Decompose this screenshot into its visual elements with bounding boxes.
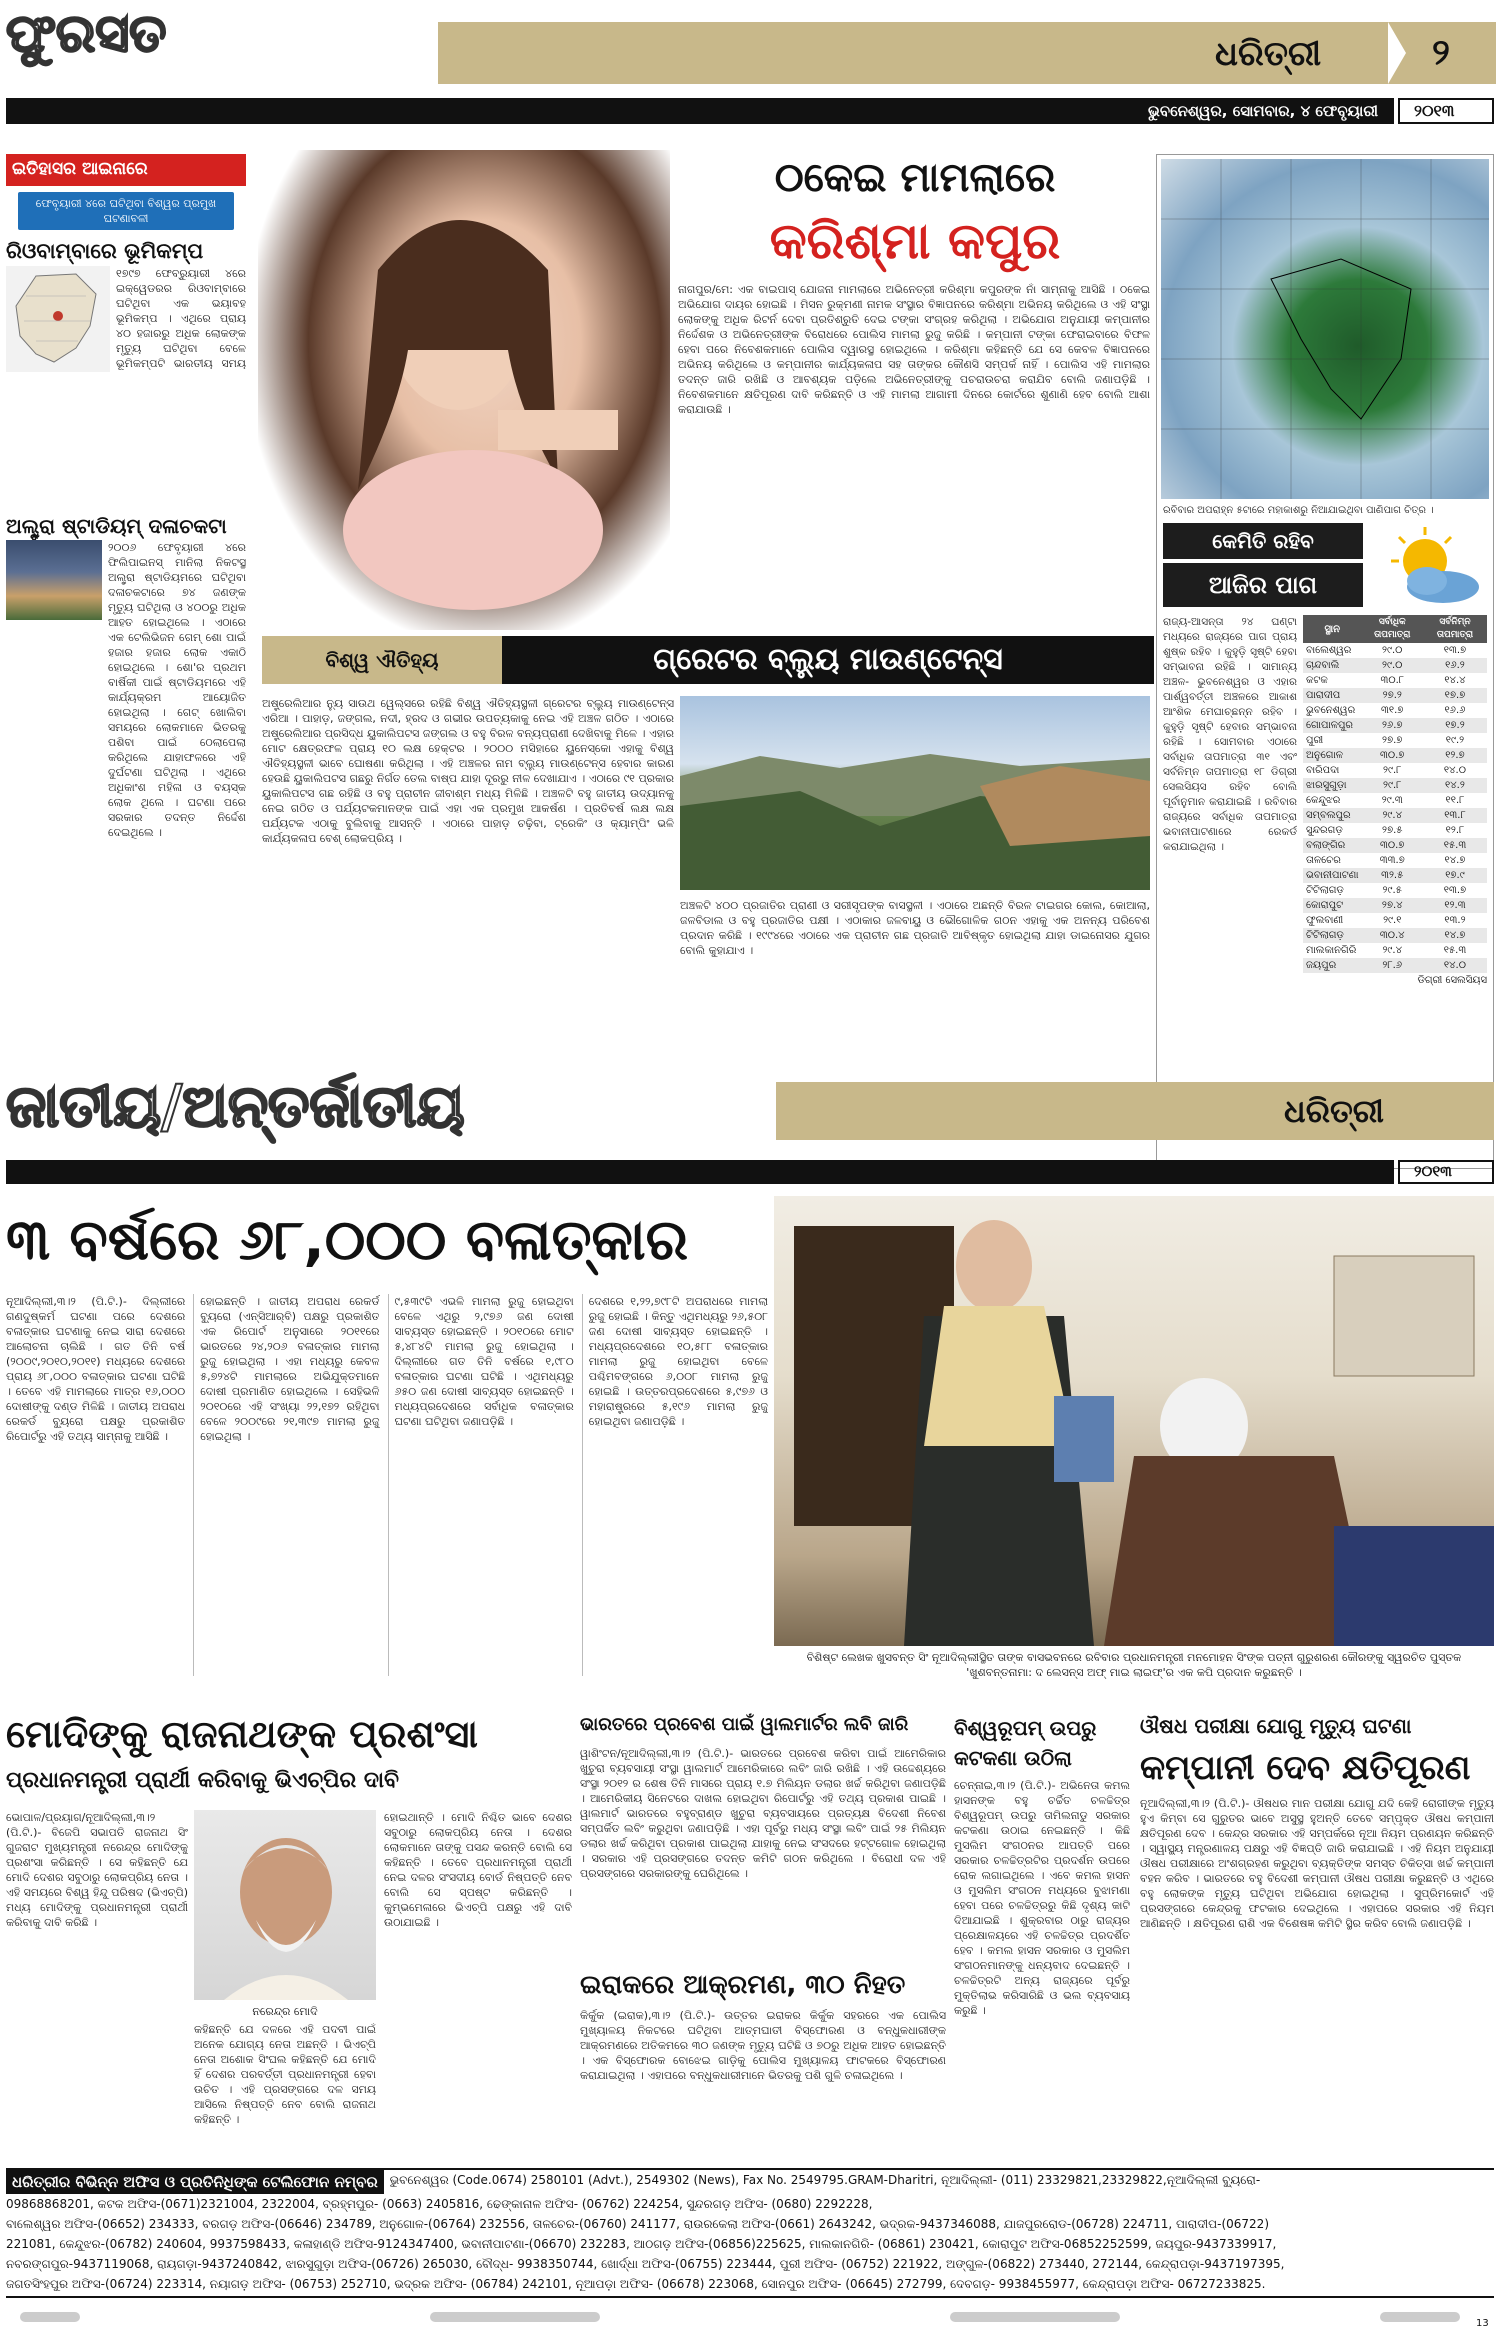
weather-cell-max: ୩୩.୭ [1379, 855, 1405, 866]
modi-text-1: ଭୋପାଳ/ପ୍ରୟାଗ/ନୂଆଦିଲ୍ଲୀ,୩।୨ (ପି.ଟି.)- ବିଜେପି ସଭାପତି ରାଜନାଥ ସିଂ ଗୁଜରାଟ ମୁଖ୍ୟମନ୍ତ୍ରୀ ନରେନ୍ଦ୍ର ମୋଦିଙ୍କୁ ପ୍ରଶଂସା କରିଛନ୍ତି । ସେ କହିଛନ୍ତି ଯେ ମୋଦି ଦେଶର ସବୁଠାରୁ ଲୋକପ୍ରିୟ ନେତା । ଏହି ସମୟରେ ବିଶ୍ୱ ହିନ୍ଦୁ ପରିଷଦ (ଭିଏଚ୍‌ପି) ମଧ୍ୟ ମୋଦିଙ୍କୁ ପ୍ରଧାନମନ୍ତ୍ରୀ ପ୍ରାର୍ଥୀ କରିବାକୁ ଦାବି କରିଛି । [6, 1811, 188, 1929]
weather-cell-place: ଭୁବନେଶ୍ୱର [1306, 705, 1356, 716]
weather-caption: ରବିବାର ଅପରାହ୍ନ ୫ଟାରେ ମହାକାଶରୁ ନିଆଯାଇଥିବା ପାଣିପାଗ ଚିତ୍ର । [1163, 505, 1434, 516]
weather-cell-min: ୧୩.୨ [1444, 915, 1466, 926]
heritage-text-2: ଅଞ୍ଚଳଟି ୪୦୦ ପ୍ରଜାତିର ପ୍ରାଣୀ ଓ ସରୀସୃପଙ୍କ ବାସସ୍ଥଳୀ । ଏଠାରେ ଅଛନ୍ତି ବିରଳ ଟାଇଗର କୋଲ, କୋଆଲା, ଜଳବିଡାଲ ଓ ବହୁ ପ୍ରଜାତିର ପକ୍ଷୀ । ଏଠାକାର ଜଳବାୟୁ ଓ ଭୌଗୋଳିକ ଗଠନ ଏହାକୁ ଏକ ଅନନ୍ୟ ପରିବେଶ ପ୍ରଦାନ କରିଛି । ୧୯୯୪ରେ ଏଠାରେ ଏକ ପ୍ରାଚୀନ ଗଛ ପ୍ରଜାତି ଆବିଷ୍କୃତ ହୋଇଥିଲା ଯାହା ଡାଇନୋସର ଯୁଗର ବୋଲି କୁହାଯାଏ । [680, 899, 1150, 957]
weather-cell-place: ଫୁଲବାଣୀ [1306, 915, 1344, 926]
weather-cell-max: ୩୧.୭ [1381, 705, 1404, 716]
weather-cell-min: ୧୩.୮ [1423, 808, 1487, 823]
weather-cell-max: ୨୭.୭ [1382, 735, 1403, 746]
weather-cell-min: ୧୨.୭ [1423, 748, 1487, 763]
history-item2-text: ୨୦୦୬ ଫେବୃୟାରୀ ୪ରେ ଫିଲିପାଇନସ୍ ମାନିଲା ନିକଟସ୍ଥ ଅଲ୍ଟ୍ରା ଷ୍ଟାଡିୟମରେ ଘଟିଥିବା ଦଳାଚକଟାରେ ୭୪ ଜଣଙ୍କ ମୃତ୍ୟୁ ଘଟିଥିଲା ଓ ୪୦୦ରୁ ଅଧିକ ଆହତ ହୋଇଥିଲେ । ଏଠାରେ ଏକ ଟେଲିଭିଜନ ଗେମ୍ ଶୋ ପାଇଁ ହଜାର ହଜାର ଲୋକ ଏକାଠି ହୋଇଥିଲେ । ଶୋ'ର ପ୍ରଥମ ବାର୍ଷିକୀ ପାଇଁ ଷ୍ଟାଡିୟମରେ ଏହି କାର୍ଯ୍ୟକ୍ରମ ଆୟୋଜିତ ହୋଇଥିଲା । ଗେଟ୍ ଖୋଲିବା ସମୟରେ ଲୋକମାନେ ଭିତରକୁ ପଶିବା ପାଇଁ ଠେଲାପେଲା କରିଥିଲେ ଯାହାଫଳରେ ଏହି ଦୁର୍ଘଟଣା ଘଟିଥିଲା । ଏଥିରେ ଅଧିକାଂଶ ମହିଳା ଓ ବୟସ୍କ ଲୋକ ଥିଲେ । ଘଟଣା ପରେ ସରକାର ତଦନ୍ତ ନିର୍ଦ୍ଦେଶ ଦେଇଥିଲେ । [108, 541, 246, 839]
cuttack-text: ଚେନ୍ନାଇ,୩।୨ (ପି.ଟି.)- ଅଭିନେତା କମଲ ହାସନଙ୍କ ବହୁ ଚର୍ଚ୍ଚିତ ଚଳଚ୍ଚିତ୍ର ବିଶ୍ୱରୂପମ୍ ଉପରୁ ତାମିଲନାଡୁ ସରକାର କଟକଣା ଉଠାଇ ନେଇଛନ୍ତି । କିଛି ମୁସଲିମ ସଂଗଠନର ଆପତ୍ତି ପରେ ସରକାର ଚଳଚ୍ଚିତ୍ରଟିର ପ୍ରଦର୍ଶନ ଉପରେ ରୋକ ଲଗାଇଥିଲେ । ଏବେ କମଲ ହାସନ ଓ ମୁସଲିମ ସଂଗଠନ ମଧ୍ୟରେ ବୁଝାମଣା ହେବା ପରେ ଚଳଚ୍ଚିତ୍ରରୁ କିଛି ଦୃଶ୍ୟ କାଟି ଦିଆଯାଇଛି । ଶୁକ୍ରବାର ଠାରୁ ରାଜ୍ୟର ପ୍ରେକ୍ଷାଳୟରେ ଏହି ଚଳଚ୍ଚିତ୍ର ପ୍ରଦର୍ଶିତ ହେବ । କମଲ ହାସନ ସରକାର ଓ ମୁସଲିମ ସଂଗଠନମାନଙ୍କୁ ଧନ୍ୟବାଦ ଦେଇଛନ୍ତି । ଚଳଚ୍ଚିତ୍ରଟି ଅନ୍ୟ ରାଜ୍ୟରେ ପୂର୍ବରୁ ମୁକ୍ତିଲାଭ କରିସାରିଛି ଓ ଭଲ ବ୍ୟବସାୟ କରୁଛି । [954, 1779, 1130, 2017]
weather-cell-max: ୨୯.୪ [1362, 808, 1423, 823]
satellite-image [1161, 159, 1489, 499]
weather-cell-min: ୧୪.୦ [1443, 765, 1466, 776]
history-header: ଇତିହାସର ଆଇନାରେ [6, 154, 246, 186]
weather-row [1303, 733, 1487, 748]
weather-row [1303, 763, 1487, 778]
photo-scene [774, 1196, 1494, 1646]
page1-masthead [6, 4, 306, 66]
dateline: ଭୁବନେଶ୍ୱର, ସୋମବାର, ୪ ଫେବୃୟାରୀ [1148, 102, 1378, 120]
history-column [6, 154, 246, 1054]
weather-row [1303, 838, 1487, 853]
weather-cell-place: ଟିଟିଲାଗଡ଼ [1303, 928, 1362, 943]
weather-row [1303, 658, 1487, 673]
weather-cell-place: ବାଲେଶ୍ୱର [1306, 645, 1352, 656]
page1-brand: ଧରିତ୍ରୀ [1215, 34, 1322, 74]
weather-row [1303, 898, 1487, 913]
weather-summary: ରାଜ୍ୟ-ଆସନ୍ତା ୨୪ ଘଣ୍ଟା ମଧ୍ୟରେ ରାଜ୍ୟରେ ପାଗ ପ୍ରାୟ ଶୁଷ୍କ ରହିବ । କୁହୁଡ଼ି ସୃଷ୍ଟି ହେବା ସମ୍ଭାବନା ରହିଛି । ସାମାନ୍ୟ ଅଞ୍ଚଳ- ଭୁବନେଶ୍ୱର ଓ ଏହାର ପାର୍ଶ୍ୱବର୍ତ୍ତୀ ଅଞ୍ଚଳରେ ଆକାଶ ଆଂଶିକ ମେଘାଚ୍ଛନ୍ନ ରହିବ । କୁହୁଡ଼ି ସୃଷ୍ଟି ହେବାର ସମ୍ଭାବନା ରହିଛି । ସୋମବାର ଏଠାରେ ସର୍ବାଧିକ ତାପମାତ୍ରା ୩୧ ଏବଂ ସର୍ବନିମ୍ନ ତାପମାତ୍ରା ୧୮ ଡିଗ୍ରୀ ସେଲସିୟସ ରହିବ ବୋଲି ପୂର୍ବାନୁମାନ କରାଯାଇଛି । ରବିବାର ରାଜ୍ୟରେ ସର୍ବାଧିକ ତାପମାତ୍ରା ଭବାନୀପାଟଣାରେ ରେକର୍ଡ କରାଯାଇଥିଲା । [1163, 616, 1297, 853]
heritage-photo [680, 696, 1150, 890]
page2-brand: ଧରିତ୍ରୀ [1284, 1092, 1384, 1130]
portrait-illustration [258, 150, 670, 630]
weather-cell-place: ସୁନ୍ଦରଗଡ଼ [1306, 825, 1343, 836]
page1-year-box [1398, 98, 1494, 124]
weather-panel [1156, 154, 1494, 1169]
weather-row [1303, 958, 1487, 973]
cuttack-headline-1: ବିଶ୍ୱରୂପମ୍ ଉପରୁ [954, 1716, 1097, 1740]
weather-cell-place: ଗୋପାଳପୁର [1303, 718, 1362, 733]
heritage-text: ଅଷ୍ଟ୍ରେଲିଆର ନ୍ୟୁ ସାଉଥ ୱେଲ୍ସରେ ରହିଛି ବିଶ୍ୱ ଐତିହ୍ୟସ୍ଥଳୀ ଗ୍ରେଟର ବ୍ଲ୍ୟୁ ମାଉଣ୍ଟେନ୍ସ ଏରିଆ । ପାହାଡ଼, ଜଙ୍ଗଲ, ନଦୀ, ହ୍ରଦ ଓ ଗଭୀର ଉପତ୍ୟକାକୁ ନେଇ ଏହି ଅଞ୍ଚଳ ଗଠିତ । ଏଠାରେ ଅଷ୍ଟ୍ରେଲିଆର ପ୍ରସିଦ୍ଧ ୟୁକାଲିପଟସ ଜଙ୍ଗଲ ଓ ବହୁ ବିରଳ ବନ୍ୟପ୍ରାଣୀ ଦେଖିବାକୁ ମିଳେ । ଏହାର ମୋଟ କ୍ଷେତ୍ରଫଳ ପ୍ରାୟ ୧୦ ଲକ୍ଷ ହେକ୍ଟର । ୨୦୦୦ ମସିହାରେ ୟୁନେସ୍କୋ ଏହାକୁ ବିଶ୍ୱ ଐତିହ୍ୟସ୍ଥଳୀ ଭାବେ ଘୋଷଣା କରିଥିଲା । ଏହି ଅଞ୍ଚଳର ନାମ ବ୍ଲ୍ୟୁ ମାଉଣ୍ଟେନ୍ସ ହେବାର କାରଣ ହେଉଛି ୟୁକାଲିପଟସ ଗଛରୁ ନିର୍ଗତ ତେଲ ବାଷ୍ପ ଯାହା ଦୂରରୁ ନୀଳ ଦେଖାଯାଏ । ଏଠାରେ ୯୧ ପ୍ରକାର ୟୁକାଲିପଟସ ଗଛ ରହିଛି ଓ ବହୁ ପ୍ରାଚୀନ ଜୀବାଶ୍ମ ମଧ୍ୟ ମିଳିଛି । ଅଞ୍ଚଳଟି ବହୁ ଜାତୀୟ ଉଦ୍ୟାନକୁ ନେଇ ଗଠିତ ଓ ପର୍ଯ୍ୟଟକମାନଙ୍କ ପାଇଁ ଏହା ଏକ ପ୍ରମୁଖ ଆକର୍ଷଣ । ପ୍ରତିବର୍ଷ ଲକ୍ଷ ଲକ୍ଷ ପର୍ଯ୍ୟଟକ ଏଠାକୁ ବୁଲିବାକୁ ଆସନ୍ତି । ଏଠାରେ ପାହାଡ଼ ଚଢ଼ିବା, ଟ୍ରେକିଂ ଓ କ୍ୟାମ୍ପିଂ ଭଳି କାର୍ଯ୍ୟକଳାପ ବେଶ୍ ଲୋକପ୍ରିୟ । [262, 697, 674, 845]
weather-row [1303, 928, 1487, 943]
year: ୨୦୧୩ [1414, 101, 1455, 120]
weather-cell-place: କୋରାପୁଟ [1303, 898, 1362, 913]
weather-cell-place: କଟକ [1306, 675, 1328, 686]
history-item2-title: ଅଲ୍ଟ୍ରା ଷ୍ଟାଡିୟମ୍ ଦଳାଚକଟା [6, 514, 227, 538]
page2-black-bar [6, 1160, 1394, 1184]
weather-row [1303, 778, 1487, 793]
weather-cell-min: ୧୩.୭ [1443, 885, 1467, 896]
mountain-landscape [680, 696, 1150, 890]
page-number: ୨ [1432, 32, 1450, 73]
company-text: ନୂଆଦିଲ୍ଲୀ,୩।୨ (ପି.ଟି.)- ଔଷଧର ମାନ ପରୀକ୍ଷା ଯୋଗୁ ଯଦି କେହି ରୋଗୀଙ୍କ ମୃତ୍ୟୁ ହୁଏ କିମ୍ବା ସେ ଗୁରୁତର ଭାବେ ଅସୁସ୍ଥ ହୁଅନ୍ତି ତେବେ ସମ୍ପୃକ୍ତ ଔଷଧ କମ୍ପାନୀ କ୍ଷତିପୂରଣ ଦେବ । କେନ୍ଦ୍ର ସରକାର ଏହି ସମ୍ପର୍କରେ ନୂଆ ନିୟମ ପ୍ରଣୟନ କରିଛନ୍ତି । ସ୍ୱାସ୍ଥ୍ୟ ମନ୍ତ୍ରଣାଳୟ ପକ୍ଷରୁ ଏହି ବିଜ୍ଞପ୍ତି ଜାରି କରାଯାଇଛି । ଏହି ନିୟମ ଅନୁଯାୟୀ ଔଷଧ ପରୀକ୍ଷାରେ ଅଂଶଗ୍ରହଣ କରୁଥିବା ବ୍ୟକ୍ତିଙ୍କ ସମସ୍ତ ଚିକିତ୍ସା ଖର୍ଚ୍ଚ କମ୍ପାନୀ ବହନ କରିବ । ଭାରତରେ ବହୁ ବିଦେଶୀ କମ୍ପାନୀ ଔଷଧ ପରୀକ୍ଷା କରୁଛନ୍ତି ଓ ଏଥିରେ ବହୁ ଲୋକଙ୍କ ମୃତ୍ୟୁ ଘଟିଥିବା ଅଭିଯୋଗ ହୋଇଥିଲା । ସୁପ୍ରିମକୋର୍ଟ ଏହି ପ୍ରସଙ୍ଗରେ କେନ୍ଦ୍ରକୁ ଫଟକାର ଦେଇଥିଲେ । ଏହାପରେ ସରକାର ଏହି ନିୟମ ଆଣିଛନ୍ତି । କ୍ଷତିପୂରଣ ରାଶି ଏକ ବିଶେଷଜ୍ଞ କମିଟି ସ୍ଥିର କରିବ ବୋଲି ଜଣାପଡ଼ିଛି । [1140, 1797, 1494, 1930]
weather-cell-min: ୧୭.୨ [1423, 718, 1487, 733]
weather-title-1: କେମିତି ରହିବ [1163, 523, 1363, 559]
col-place: ସ୍ଥାନ [1303, 615, 1362, 643]
modi-headline: ମୋଦିଙ୍କୁ ରାଜନାଥଙ୍କ ପ୍ରଶଂସା [6, 1712, 478, 1756]
rape-col-4: ଦେଶରେ ୧,୨୨,୭୯୮ଟି ଅପରାଧରେ ମାମଲା ରୁଜୁ ହୋଇଛି । କିନ୍ତୁ ଏଥିମଧ୍ୟରୁ ୨୬,୫୦୮ ଜଣ ଦୋଷୀ ସାବ୍ୟସ୍ତ ହୋଇଛନ୍ତି । ମଧ୍ୟପ୍ରଦେଶରେ ୧୦,୫୮୮ ବଳାତ୍କାର ମାମଲା ରୁଜୁ ହୋଇଥିବା ବେଳେ ପଶ୍ଚିମବଙ୍ଗରେ ୬,୦୦୮ ମାମଲା ରୁଜୁ ହୋଇଛି । ଉତ୍ତରପ୍ରଦେଶରେ ୫,୯୭୬ ଓ ମହାରାଷ୍ଟ୍ରରେ ୫,୧୯୬ ମାମଲା ରୁଜୁ ହୋଇଥିବା ଜଣାପଡ଼ିଛି । [582, 1294, 768, 1676]
contact-line-1: ଭୁବନେଶ୍ୱର (Code.0674) 2580101 (Advt.), 2549302 (News), Fax No. 2549795.GRAM-Dharitri, ନୂଆଦିଲ୍ଲୀ- (011) 23329821,23329822,ନୂଆଦିଲ୍ଲୀ ବ୍ୟୁରୋ- [389, 2173, 1261, 2187]
weather-cell-min: ୧୧.୮ [1445, 795, 1465, 806]
weather-cell-max: ୨୯.୪ [1382, 945, 1402, 956]
weather-cell-min: ୧୨.୩ [1423, 898, 1487, 913]
karisma-headline-1: ୦କେଇ ମାମଲାରେ [774, 155, 1056, 201]
page2-masthead: ଜାତୀୟ/ଅନ୍ତର୍ଜାତୀୟ [6, 1072, 465, 1140]
weather-cell-min: ୧୯.୨ [1445, 735, 1465, 746]
page2-year-box [1398, 1160, 1494, 1184]
weather-row [1303, 853, 1487, 868]
weather-row [1303, 808, 1487, 823]
weather-cell-max: ୩୦.୭ [1362, 838, 1423, 853]
modi-text-3: ହୋଇଥାନ୍ତି । ମୋଦି ନିଶ୍ଚିତ ଭାବେ ଦେଶର ସବୁଠାରୁ ଲୋକପ୍ରିୟ ନେତା । ଦେଶର ଲୋକମାନେ ତାଙ୍କୁ ପସନ୍ଦ କରନ୍ତି ବୋଲି ସେ କହିଛନ୍ତି । ତେବେ ପ୍ରଧାନମନ୍ତ୍ରୀ ପ୍ରାର୍ଥୀ ନେଇ ଦଳର ସଂସଦୀୟ ବୋର୍ଡ ନିଷ୍ପତ୍ତି ନେବ ବୋଲି ସେ ସ୍ପଷ୍ଟ କରିଛନ୍ତି । କୁମ୍ଭମେଳାରେ ଭିଏଚ୍‌ପି ପକ୍ଷରୁ ଏହି ଦାବି ଉଠାଯାଇଛି । [384, 1811, 572, 1929]
walmart-text: ୱାଶିଂଟନ/ନୂଆଦିଲ୍ଲୀ,୩।୨ (ପି.ଟି.)- ଭାରତରେ ପ୍ରବେଶ କରିବା ପାଇଁ ଆମେରିକାର ଖୁଚୁରା ବ୍ୟବସାୟୀ ସଂସ୍ଥା ୱାଲମାର୍ଟ ଆମେରିକାରେ ଲବିଂ ଜାରି ରଖିଛି । ଏହି ଉଦ୍ଦେଶ୍ୟରେ ସଂସ୍ଥା ୨୦୧୨ ର ଶେଷ ତିନି ମାସରେ ପ୍ରାୟ ୧.୭ ମିଲିୟନ ଡଲାର ଖର୍ଚ୍ଚ କରିଥିବା ଜଣାପଡ଼ିଛି । ଆମେରିକୀୟ ସିନେଟରେ ଦାଖଲ ହୋଇଥିବା ରିପୋର୍ଟରୁ ଏହି ତଥ୍ୟ ପ୍ରକାଶ ପାଇଛି । ୱାଲମାର୍ଟ ଭାରତରେ ବହୁବ୍ରାଣ୍ଡ ଖୁଚୁରା ବ୍ୟବସାୟରେ ପ୍ରତ୍ୟକ୍ଷ ବିଦେଶୀ ନିବେଶ ସମ୍ପର୍କିତ ଲବିଂ କରୁଥିବା ଜଣାପଡ଼ିଛି । ଏହା ପୂର୍ବରୁ ମଧ୍ୟ ସଂସ୍ଥା ଲବିଂ ପାଇଁ ୨୫ ମିଲିୟନ ଡଲାର ଖର୍ଚ୍ଚ କରିଥିବା ପ୍ରକାଶ ପାଇଥିଲା ଯାହାକୁ ନେଇ ସଂସଦରେ ହଟ୍ଟଗୋଳ ହୋଇଥିଲା । ସରକାର ଏହି ପ୍ରସଙ୍ଗରେ ତଦନ୍ତ କମିଟି ଗଠନ କରିଥିଲେ । ବିରୋଧୀ ଦଳ ଏହି ପ୍ରସଙ୍ଗରେ ସରକାରଙ୍କୁ ଘେରିଥିଲେ । [580, 1747, 946, 1880]
heritage-title: ଗ୍ରେଟର ବ୍ଲ୍ୟୁ ମାଉଣ୍ଟେନ୍ସ [502, 636, 1154, 684]
satellite-grid [1161, 159, 1489, 499]
page1-date-bar [6, 98, 1394, 124]
weather-cell-min: ୧୭.୯ [1423, 868, 1487, 883]
khushwant-photo [774, 1196, 1494, 1646]
weather-cell-place: ଜୟପୁର [1303, 958, 1362, 973]
weather-row [1303, 943, 1487, 958]
page-number-box [1388, 22, 1496, 84]
weather-cell-place: ଭବାନୀପାଟଣା [1303, 868, 1362, 883]
iraq-headline: ଇରାକରେ ଆକ୍ରମଣ, ୩୦ ନିହତ [580, 1970, 906, 2000]
modi-portrait [194, 1810, 376, 2000]
scan-bar-1 [20, 2312, 80, 2322]
scan-bar-4 [1380, 2312, 1460, 2322]
weather-cell-min: ୧୫.୩ [1443, 945, 1467, 956]
walmart-headline: ଭାରତରେ ପ୍ରବେଶ ପାଇଁ ୱାଲମାର୍ଟର ଲବି ଜାରି [580, 1714, 909, 1735]
weather-title-2: ଆଜିର ପାଗ [1163, 563, 1363, 607]
weather-cell-min: ୧୨.୮ [1445, 825, 1465, 836]
karisma-text: ନାଗପୁର/ମେ: ଏକ ବାଇପାସ୍ ଯୋଜନା ମାମଲାରେ ଅଭିନେତ୍ରୀ କରିଶ୍ମା କପୁରଙ୍କ ନାଁ ସାମ୍ନାକୁ ଆସିଛି । ଠକେଇ ଅଭିଯୋଗ ଦାୟର ହୋଇଛି । ମିସନ ରୁକ୍ମଣୀ ନାମକ ସଂସ୍ଥାର ବିଜ୍ଞାପନରେ କରିଶ୍ମା ଅଭିନୟ କରିଥିଲେ ଓ ଏହି ସଂସ୍ଥା ଲୋକଙ୍କୁ ଅଧିକ ରିଟର୍ନ ଦେବା ପ୍ରତିଶ୍ରୁତି ଦେଇ ଟଙ୍କା ସଂଗ୍ରହ କରିଥିଲା । ଅଭିଯୋଗ ଅନୁଯାୟୀ କମ୍ପାନୀର ନିର୍ଦ୍ଦେଶକ ଓ ଅଭିନେତ୍ରୀଙ୍କ ବିରୋଧରେ ପୋଲିସ ମାମଲା ରୁଜୁ କରିଛି । କମ୍ପାନୀ ଟଙ୍କା ଫେରାଇବାରେ ବିଫଳ ହେବା ପରେ ନିବେଶକମାନେ ପୋଲିସ ଦ୍ୱାରସ୍ଥ ହୋଇଥିଲେ । କରିଶ୍ମା କହିଛନ୍ତି ଯେ ସେ କେବଳ ବିଜ୍ଞାପନରେ ଅଭିନୟ କରିଥିଲେ ଓ କମ୍ପାନୀର କାର୍ଯ୍ୟକଳାପ ସହ ତାଙ୍କର କୌଣସି ସମ୍ପର୍କ ନାହିଁ । ପୋଲିସ ଏହି ମାମଲାର ତଦନ୍ତ ଜାରି ରଖିଛି ଓ ଆବଶ୍ୟକ ପଡ଼ିଲେ ଅଭିନେତ୍ରୀଙ୍କୁ ପଚରାଉଚରା କରାଯିବ ବୋଲି ଜଣାପଡ଼ିଛି । ନିବେଶକମାନେ କ୍ଷତିପୂରଣ ଦାବି କରିଛନ୍ତି ଓ ଏହି ମାମଲା ଆଗାମୀ ଦିନରେ କୋର୍ଟରେ ଶୁଣାଣି ହେବ ବୋଲି ଆଶା କରାଯାଉଛି । [678, 283, 1150, 416]
modi-subhead: ପ୍ରଧାନମନ୍ତ୍ରୀ ପ୍ରାର୍ଥୀ କରିବାକୁ ଭିଏଚ୍‌ପିର ଦାବି [6, 1768, 400, 1793]
weather-row [1303, 703, 1487, 718]
weather-cell-max: ୨୯.୦ [1382, 645, 1403, 656]
weather-cell-max: ୩୦.୮ [1380, 675, 1404, 686]
weather-cell-max: ୨୭.୫ [1381, 825, 1403, 836]
weather-title-box [1163, 523, 1487, 611]
weather-cell-max: ୨୯.୦ [1362, 658, 1423, 673]
weather-cell-min: ୧୪.୭ [1444, 855, 1466, 866]
weather-row [1303, 718, 1487, 733]
weather-cell-place: ବାରିପଦା [1306, 765, 1340, 776]
karisma-photo [258, 150, 670, 630]
history-item1-title: ରିଓବାମ୍ବାରେ ଭୂମିକମ୍ପ [6, 239, 204, 263]
modi-photo-label: ନରେନ୍ଦ୍ର ମୋଦି [252, 2005, 318, 2018]
weather-cell-max: ୨୯.୩ [1381, 795, 1403, 806]
weather-row [1303, 883, 1487, 898]
weather-cell-min: ୧୩.୭ [1443, 645, 1467, 656]
company-kicker: ଔଷଧ ପରୀକ୍ଷା ଯୋଗୁ ମୃତ୍ୟୁ ଘଟଣା [1140, 1714, 1412, 1738]
rape-col-3: ୯,୫୩୯ଟି ଏଭଳି ମାମଲା ରୁଜୁ ହୋଇଥିବା ବେଳେ ଏଥିରୁ ୨,୯୭୬ ଜଣ ଦୋଷୀ ସାବ୍ୟସ୍ତ ହୋଇଛନ୍ତି । ୨୦୧୦ରେ ମୋଟ ୫,୪୮୪ଟି ମାମଲା ରୁଜୁ ହୋଇଥିଲା । ଦିଲ୍ଲୀରେ ଗତ ତିନି ବର୍ଷରେ ୧,୯୮୦ ବଳାତ୍କାର ଘଟଣା ଘଟିଛି । ଏଥିମଧ୍ୟରୁ ୬୫୦ ଜଣ ଦୋଷୀ ସାବ୍ୟସ୍ତ ହୋଇଛନ୍ତି । ମଧ୍ୟପ୍ରଦେଶରେ ସର୍ବାଧିକ ବଳାତ୍କାର ଘଟଣା ଘଟିଥିବା ଜଣାପଡ଼ିଛି । [388, 1294, 574, 1676]
weather-cell-min: ୧୭.୭ [1423, 688, 1487, 703]
history-item1-text: ୧୭୯୭ ଫେବ୍ରୁୟାରୀ ୪ରେ ଇକ୍ୱେଡରର ରିଓବାମ୍ବାରେ ଘଟିଥିବା ଏକ ଭୟାବହ ଭୂମିକମ୍ପ । ଏଥିରେ ପ୍ରାୟ ୪୦ ହଜାରରୁ ଅଧିକ ଲୋକଙ୍କ ମୃତ୍ୟୁ ଘଟିଥିବା ବେଳେ ଭୂମିକମ୍ପଟି ଭାରତୀୟ ସମୟ [116, 267, 246, 370]
modi-photo [194, 1810, 376, 2000]
ecuador-map [6, 266, 110, 372]
weather-row [1303, 868, 1487, 883]
sun-cloud-icon [1377, 523, 1487, 611]
weather-cell-place: ମାଲକାନଗିରି [1306, 945, 1357, 956]
col-min: ସର୍ବନିମ୍ନ ତାପମାତ୍ରା [1423, 615, 1487, 643]
company-headline: କମ୍ପାନୀ ଦେବ କ୍ଷତିପୂରଣ [1140, 1748, 1471, 1788]
masthead-title: ଫୁରସତ [6, 3, 167, 64]
weather-cell-place: ବଲାଙ୍ଗିର [1303, 838, 1362, 853]
col-max: ସର୍ବାଧିକ ତାପମାତ୍ରା [1362, 615, 1423, 643]
weather-row [1303, 673, 1487, 688]
weather-unit: ଡିଗ୍ରୀ ସେଲସିୟସ [1417, 975, 1487, 986]
scan-bar-2 [430, 2312, 600, 2322]
weather-cell-max: ୨୯.୧ [1383, 915, 1402, 926]
weather-cell-max: ୨୯.୫ [1382, 885, 1402, 896]
weather-table [1303, 615, 1487, 973]
photo-caption: ବିଶିଷ୍ଟ ଲେଖକ ଖୁସବନ୍ତ ସିଂ ନୂଆଦିଲ୍ଲୀସ୍ଥିତ ତାଙ୍କ ବାସଭବନରେ ରବିବାର ପ୍ରଧାନମନ୍ତ୍ରୀ ମନମୋହନ ସିଂଙ୍କ ପତ୍ନୀ ଗୁରୁଶରଣ କୌରଙ୍କୁ ସ୍ୱରଚିତ ପୁସ୍ତକ 'ଖୁଶବନ୍ତନାମା: ଦ ଲେସନ୍ସ ଅଫ୍ ମାଇ ଲାଇଫ୍'ର ଏକ କପି ପ୍ରଦାନ କରୁଛନ୍ତି । [806, 1651, 1462, 1679]
weather-cell-max: ୨୭.୪ [1362, 898, 1423, 913]
scan-bar-3 [950, 2312, 1120, 2322]
heritage-label: ବିଶ୍ୱ ଐତିହ୍ୟ [262, 636, 502, 684]
weather-cell-max: ୨୭.୨ [1362, 688, 1423, 703]
weather-cell-max: ୨୬.୭ [1362, 718, 1423, 733]
weather-cell-min: ୧୬.୬ [1444, 705, 1466, 716]
page2-year: ୨୦୧୩ [1414, 1162, 1452, 1180]
rape-col-2: ହୋଇଛନ୍ତି । ଜାତୀୟ ଅପରାଧ ରେକର୍ଡ ବ୍ୟୁରୋ (ଏନ୍‌ସିଆର୍‌ବି) ପକ୍ଷରୁ ପ୍ରକାଶିତ ଏକ ରିପୋର୍ଟ ଅନୁସାରେ ୨୦୧୧ରେ ଭାରତରେ ୨୪,୨୦୬ ବଳାତ୍କାର ମାମଲା ରୁଜୁ ହୋଇଥିଲା । ଏହା ମଧ୍ୟରୁ କେବଳ ୫,୭୨୪ଟି ମାମଲାରେ ଅଭିଯୁକ୍ତମାନେ ଦୋଷୀ ପ୍ରମାଣିତ ହୋଇଥିଲେ । ସେହିଭଳି ୨୦୧୦ରେ ଏହି ସଂଖ୍ୟା ୨୨,୧୭୨ ରହିଥିବା ବେଳେ ୨୦୦୯ରେ ୨୧,୩୯୭ ମାମଲା ରୁଜୁ ହୋଇଥିଲା । [193, 1294, 379, 1676]
weather-cell-max: ୩୦.୪ [1362, 928, 1423, 943]
cuttack-headline-2: କଟକଣା ଉଠିଲା [954, 1746, 1072, 1770]
contact-line-6: ଜଗତସିଂହପୁର ଅଫିସ-(06724) 223314, ନୟାଗଡ଼ ଅଫିସ- (06753) 252710, ଭଦ୍ରକ ଅଫିସ- (06784) 242101, ନୂଆପଡ଼ା ଅଫିସ- (06678) 223068, ସୋନପୁର ଅଫିସ- (06645) 272799, ଦେବଗଡ଼- 9938455977, କେନ୍ଦ୍ରାପଡ଼ା ଅଫିସ- 06727233825. [6, 2277, 1266, 2291]
iraq-text: କିର୍କୁକ (ଇରାକ),୩।୨ (ପି.ଟି.)- ଉତ୍ତର ଇରାକର କିର୍କୁକ ସହରରେ ଏକ ପୋଲିସ ମୁଖ୍ୟାଳୟ ନିକଟରେ ଘଟିଥିବା ଆତ୍ମଘାତୀ ବିସ୍ଫୋରଣ ଓ ବନ୍ଧୁକଧାରୀଙ୍କ ଆକ୍ରମଣରେ ଅତିକମରେ ୩୦ ଜଣଙ୍କ ମୃତ୍ୟୁ ଘଟିଛି ଓ ୭୦ରୁ ଅଧିକ ଆହତ ହୋଇଛନ୍ତି । ଏକ ବିସ୍ଫୋରକ ବୋଝେଇ ଗାଡ଼ିକୁ ପୋଲିସ ମୁଖ୍ୟାଳୟ ଫାଟକରେ ବିସ୍ଫୋରଣ କରାଯାଇଥିଲା । ଏହାପରେ ବନ୍ଧୁକଧାରୀମାନେ ଭିତରକୁ ପଶି ଗୁଳି ଚଳାଇଥିଲେ । [580, 2009, 946, 2082]
weather-cell-max: ୨୯.୮ [1362, 778, 1423, 793]
weather-cell-place: ପୁରୀ [1306, 735, 1324, 746]
contact-line-3: ବାଲେଶ୍ୱର ଅଫିସ-(06652) 234333, ବରଗଡ଼ ଅଫିସ-(06646) 234789, ଅନୁଗୋଳ-(06764) 232556, ତାଳଚେର-(06760) 241177, ରାଉରକେଲା ଅଫିସ-(0661) 2643242, ଭଦ୍ରକ-9437346088, ଯାଜପୁରରୋଡ-(06728) 224711, ପାରାଦୀପ-(06722) [6, 2217, 1269, 2231]
karisma-headline-2: କରିଶ୍ମା କପୁର [769, 212, 1061, 270]
stadium-photo [6, 540, 102, 620]
contact-heading: ଧରିତ୍ରୀର ବିଭିନ୍ନ ଅଫିସ ଓ ପ୍ରତିନିଧିଙ୍କ ଟେଲିଫୋନ ନମ୍ବର [6, 2170, 384, 2194]
contact-line-5: ନବରଙ୍ଗପୁର-9437119068, ରାୟଗଡ଼ା-9437240842, ଝାରସୁଗୁଡ଼ା ଅଫିସ-(06726) 265030, ବୌଦ୍ଧ- 9938350744, ଖୋର୍ଦ୍ଧା ଅଫିସ-(06755) 223444, ପୁରୀ ଅଫିସ- (06752) 221922, ଅଙ୍ଗୁଳ-(06822) 273440, 272144, କେନ୍ଦ୍ରାପଡ଼ା-9437197395, [6, 2257, 1285, 2271]
weather-cell-place: ତାଳଚେର [1306, 855, 1341, 866]
weather-cell-place: ଚାନ୍ଦବାଲି [1303, 658, 1362, 673]
weather-row [1303, 913, 1487, 928]
page2-brand-bar [776, 1082, 1494, 1140]
rape-col-1: ନୂଆଦିଲ୍ଲୀ,୩।୨ (ପି.ଟି.)- ଦିଲ୍ଲୀରେ ଗଣଦୁଷ୍କର୍ମ ଘଟଣା ପରେ ଦେଶରେ ବଳାତ୍କାର ଘଟଣାକୁ ନେଇ ସାରା ଦେଶରେ ଆଲୋଚନା ଚାଲିଛି । ଗତ ତିନି ବର୍ଷ (୨୦୦୯,୨୦୧୦,୨୦୧୧) ମଧ୍ୟରେ ଦେଶରେ ପ୍ରାୟ ୬୮,୦୦୦ ବଳାତ୍କାର ଘଟଣା ଘଟିଛି । ତେବେ ଏହି ମାମଲାରେ ମାତ୍ର ୧୬,୦୦୦ ଦୋଷୀଙ୍କୁ ଦଣ୍ଡ ମିଳିଛି । ଜାତୀୟ ଅପରାଧ ରେକର୍ଡ ବ୍ୟୁରୋ ପକ୍ଷରୁ ପ୍ରକାଶିତ ରିପୋର୍ଟରୁ ଏହି ତଥ୍ୟ ସାମ୍ନାକୁ ଆସିଛି । [6, 1295, 186, 1443]
weather-cell-place: କେନ୍ଦୁଝର [1306, 795, 1341, 806]
weather-row [1303, 643, 1487, 658]
weather-cell-max: ୨୯.୮ [1383, 765, 1402, 776]
weather-cell-min: ୧୪.୪ [1444, 675, 1466, 686]
weather-cell-max: ୨୮.୬ [1362, 958, 1423, 973]
heritage-banner [262, 636, 1154, 684]
history-subheader: ଫେବୃୟାରୀ ୪ରେ ଘଟିଥିବା ବିଶ୍ୱର ପ୍ରମୁଖ ଘଟଣାବଳୀ [18, 192, 234, 230]
ecuador-map-icon [6, 266, 110, 372]
weather-cell-min: ୧୪.୦ [1423, 958, 1487, 973]
weather-cell-min: ୧୪.୨ [1423, 778, 1487, 793]
weather-row [1303, 748, 1487, 763]
weather-cell-place: ଅନୁଗୋଳ [1303, 748, 1362, 763]
weather-cell-min: ୧୪.୭ [1423, 928, 1487, 943]
rape-headline: ୩ ବର୍ଷରେ ୬୮,୦୦୦ ବଳାତ୍କାର [6, 1208, 689, 1273]
weather-cell-min: ୧୫.୩ [1423, 838, 1487, 853]
weather-row [1303, 688, 1487, 703]
weather-cell-place: ପାରାଦୀପ [1303, 688, 1362, 703]
weather-cell-max: ୩୦.୭ [1362, 748, 1423, 763]
weather-cell-max: ୩୨.୫ [1362, 868, 1423, 883]
weather-row [1303, 823, 1487, 838]
modi-text-2: କହିଛନ୍ତି ଯେ ଦଳରେ ଏହି ପଦବୀ ପାଇଁ ଅନେକ ଯୋଗ୍ୟ ନେତା ଅଛନ୍ତି । ଭିଏଚ୍‌ପି ନେତା ଅଶୋକ ସିଂଘଲ କହିଛନ୍ତି ଯେ ମୋଦି ହିଁ ଦେଶର ପରବର୍ତ୍ତୀ ପ୍ରଧାନମନ୍ତ୍ରୀ ହେବା ଉଚିତ । ଏହି ପ୍ରସଙ୍ଗରେ ଦଳ ସମୟ ଆସିଲେ ନିଷ୍ପତ୍ତି ନେବ ବୋଲି ରାଜନାଥ କହିଛନ୍ତି । [194, 2023, 376, 2126]
weather-cell-place: ଟିଟିଲାଗଡ଼ [1306, 885, 1344, 896]
history-item1-text-cont [6, 372, 246, 512]
corner-number: 13 [1476, 2318, 1489, 2329]
weather-cell-place: ଝାରସୁଗୁଡ଼ା [1303, 778, 1362, 793]
contact-footer [6, 2168, 1494, 2298]
rape-columns [6, 1294, 768, 1676]
weather-cell-min: ୧୬.୨ [1423, 658, 1487, 673]
contact-line-4: 221081, କେନ୍ଦୁଝର-(06782) 240604, 9937598433, କଳାହାଣ୍ଡି ଅଫିସ-9124347400, ଭବାନୀପାଟଣା-(06670) 232283, ଆଠଗଡ଼ ଅଫିସ-(06856)225625, ମାଲକାନଗିରି- (06861) 230421, କୋରାପୁଟ ଅଫିସ-06852252599, ଜୟପୁର-9437339917, [6, 2237, 1277, 2251]
weather-row [1303, 793, 1487, 808]
weather-cell-place: ସମ୍ବଲପୁର [1303, 808, 1362, 823]
contact-line-2: 09868868201, କଟକ ଅଫିସ-(0671)2321004, 2322004, ବ୍ରହ୍ମପୁର- (0663) 2405816, ଢେଙ୍କାନାଳ ଅଫିସ- (06762) 224254, ସୁନ୍ଦରଗଡ଼ ଅଫିସ- (0680) 2292228, [6, 2197, 873, 2211]
